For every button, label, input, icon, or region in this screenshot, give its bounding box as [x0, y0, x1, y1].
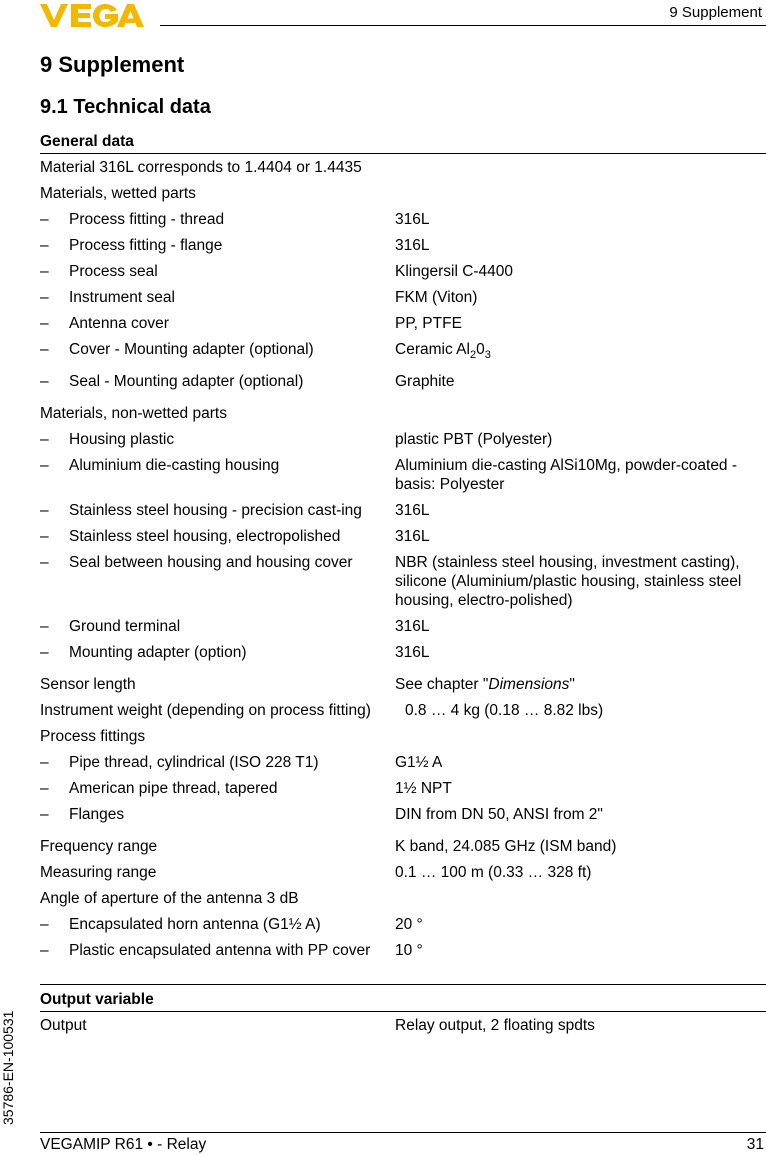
wetted-heading: Materials, wetted parts: [40, 185, 196, 202]
section-title: 9.1 Technical data: [40, 96, 211, 118]
dash-icon: –: [40, 554, 49, 572]
vega-logo-icon: [40, 2, 152, 28]
dash-icon: –: [40, 431, 49, 449]
dash-icon: –: [40, 457, 49, 475]
spec-row: – Ground terminal 316L: [40, 618, 430, 636]
dash-icon: –: [40, 806, 49, 824]
spec-row-weight: Instrument weight (depending on process fitting) 0.8 … 4 kg (0.18 … 8.82 lbs): [40, 702, 604, 720]
chapter-header: 9 Supplement: [669, 4, 762, 21]
output-heading: Output variable: [40, 991, 766, 1012]
dash-icon: –: [40, 528, 49, 546]
spec-row-measuring: Measuring range 0.1 … 100 m (0.33 … 328 ft): [40, 864, 592, 882]
nonwetted-heading: Materials, non-wetted parts: [40, 405, 227, 423]
header-rule: [160, 25, 766, 26]
dash-icon: –: [40, 263, 49, 280]
spec-row: – Flanges DIN from DN 50, ANSI from 2": [40, 806, 603, 824]
spec-row: – Instrument seal FKM (Viton): [40, 289, 478, 306]
technical-data: [40, 133, 766, 1035]
dash-icon: –: [40, 211, 49, 228]
dash-icon: –: [40, 754, 49, 772]
footer-product: VEGAMIP R61 • - Relay: [40, 1136, 207, 1153]
fittings-heading: Process fittings: [40, 728, 146, 746]
dash-icon: –: [40, 644, 49, 662]
spec-row: – Mounting adapter (option) 316L: [40, 644, 430, 662]
spec-row: – Aluminium die-casting housing Aluminium die-casting AlSi10Mg, powder-coated - basis: Polyester: [40, 457, 738, 494]
spec-row: – Pipe thread, cylindrical (ISO 228 T1) G1½ A: [40, 754, 443, 772]
spec-row: – Encapsulated horn antenna (G1½ A) 20 °: [40, 916, 423, 934]
spec-row: – Housing plastic plastic PBT (Polyester): [40, 431, 553, 449]
spec-row: – Stainless steel housing - precision cast-ing 316L: [40, 502, 430, 520]
document-code: 35786-EN-100531: [0, 1010, 16, 1125]
dash-icon: –: [40, 373, 49, 391]
spec-row-sensor-length: Sensor length See chapter "Dimensions": [40, 676, 575, 694]
page-title: 9 Supplement: [40, 52, 185, 77]
spec-row: – Cover - Mounting adapter (optional) Ceramic $Al_20_3$: [40, 340, 766, 365]
spec-row: – Seal - Mounting adapter (optional) Graphite: [40, 373, 455, 391]
material-note: Material 316L corresponds to 1.4404 or 1.4435: [40, 159, 362, 176]
dash-icon: –: [40, 237, 49, 254]
spec-row-output: Output Relay output, 2 floating spdts: [40, 1017, 595, 1035]
spec-row: – Process fitting - flange 316L: [40, 237, 430, 254]
dimensions-link[interactable]: Dimensions: [488, 676, 570, 694]
angle-heading: Angle of aperture of the antenna 3 dB: [40, 890, 299, 908]
spec-row-frequency: Frequency range K band, 24.085 GHz (ISM band): [40, 838, 617, 856]
dash-icon: –: [40, 341, 49, 358]
dash-icon: –: [40, 618, 49, 636]
footer-rule: [40, 1132, 766, 1133]
spec-row: – American pipe thread, tapered 1½ NPT: [40, 780, 452, 798]
dash-icon: –: [40, 916, 49, 934]
dash-icon: –: [40, 315, 49, 332]
spec-row: – Process fitting - thread 316L: [40, 211, 430, 228]
spec-row: – Process seal Klingersil C-4400: [40, 263, 514, 280]
vega-logo: [40, 2, 152, 33]
dash-icon: –: [40, 289, 49, 306]
dash-icon: –: [40, 502, 49, 520]
spec-row: – Antenna cover PP, PTFE: [40, 315, 462, 332]
dash-icon: –: [40, 942, 49, 960]
spec-row: – Plastic encapsulated antenna with PP cover 10 °: [40, 942, 423, 960]
output-section: [40, 984, 766, 1035]
dash-icon: –: [40, 780, 49, 798]
page-number: 31: [746, 1136, 764, 1153]
general-data-heading: General data: [40, 133, 766, 154]
spec-row: – Stainless steel housing, electropolished 316L: [40, 528, 430, 546]
spec-row: – Seal between housing and housing cover NBR (stainless steel housing, investment casting), silicone (Aluminium/plastic housing, stainless steel housing, electro-polished): [40, 554, 742, 610]
